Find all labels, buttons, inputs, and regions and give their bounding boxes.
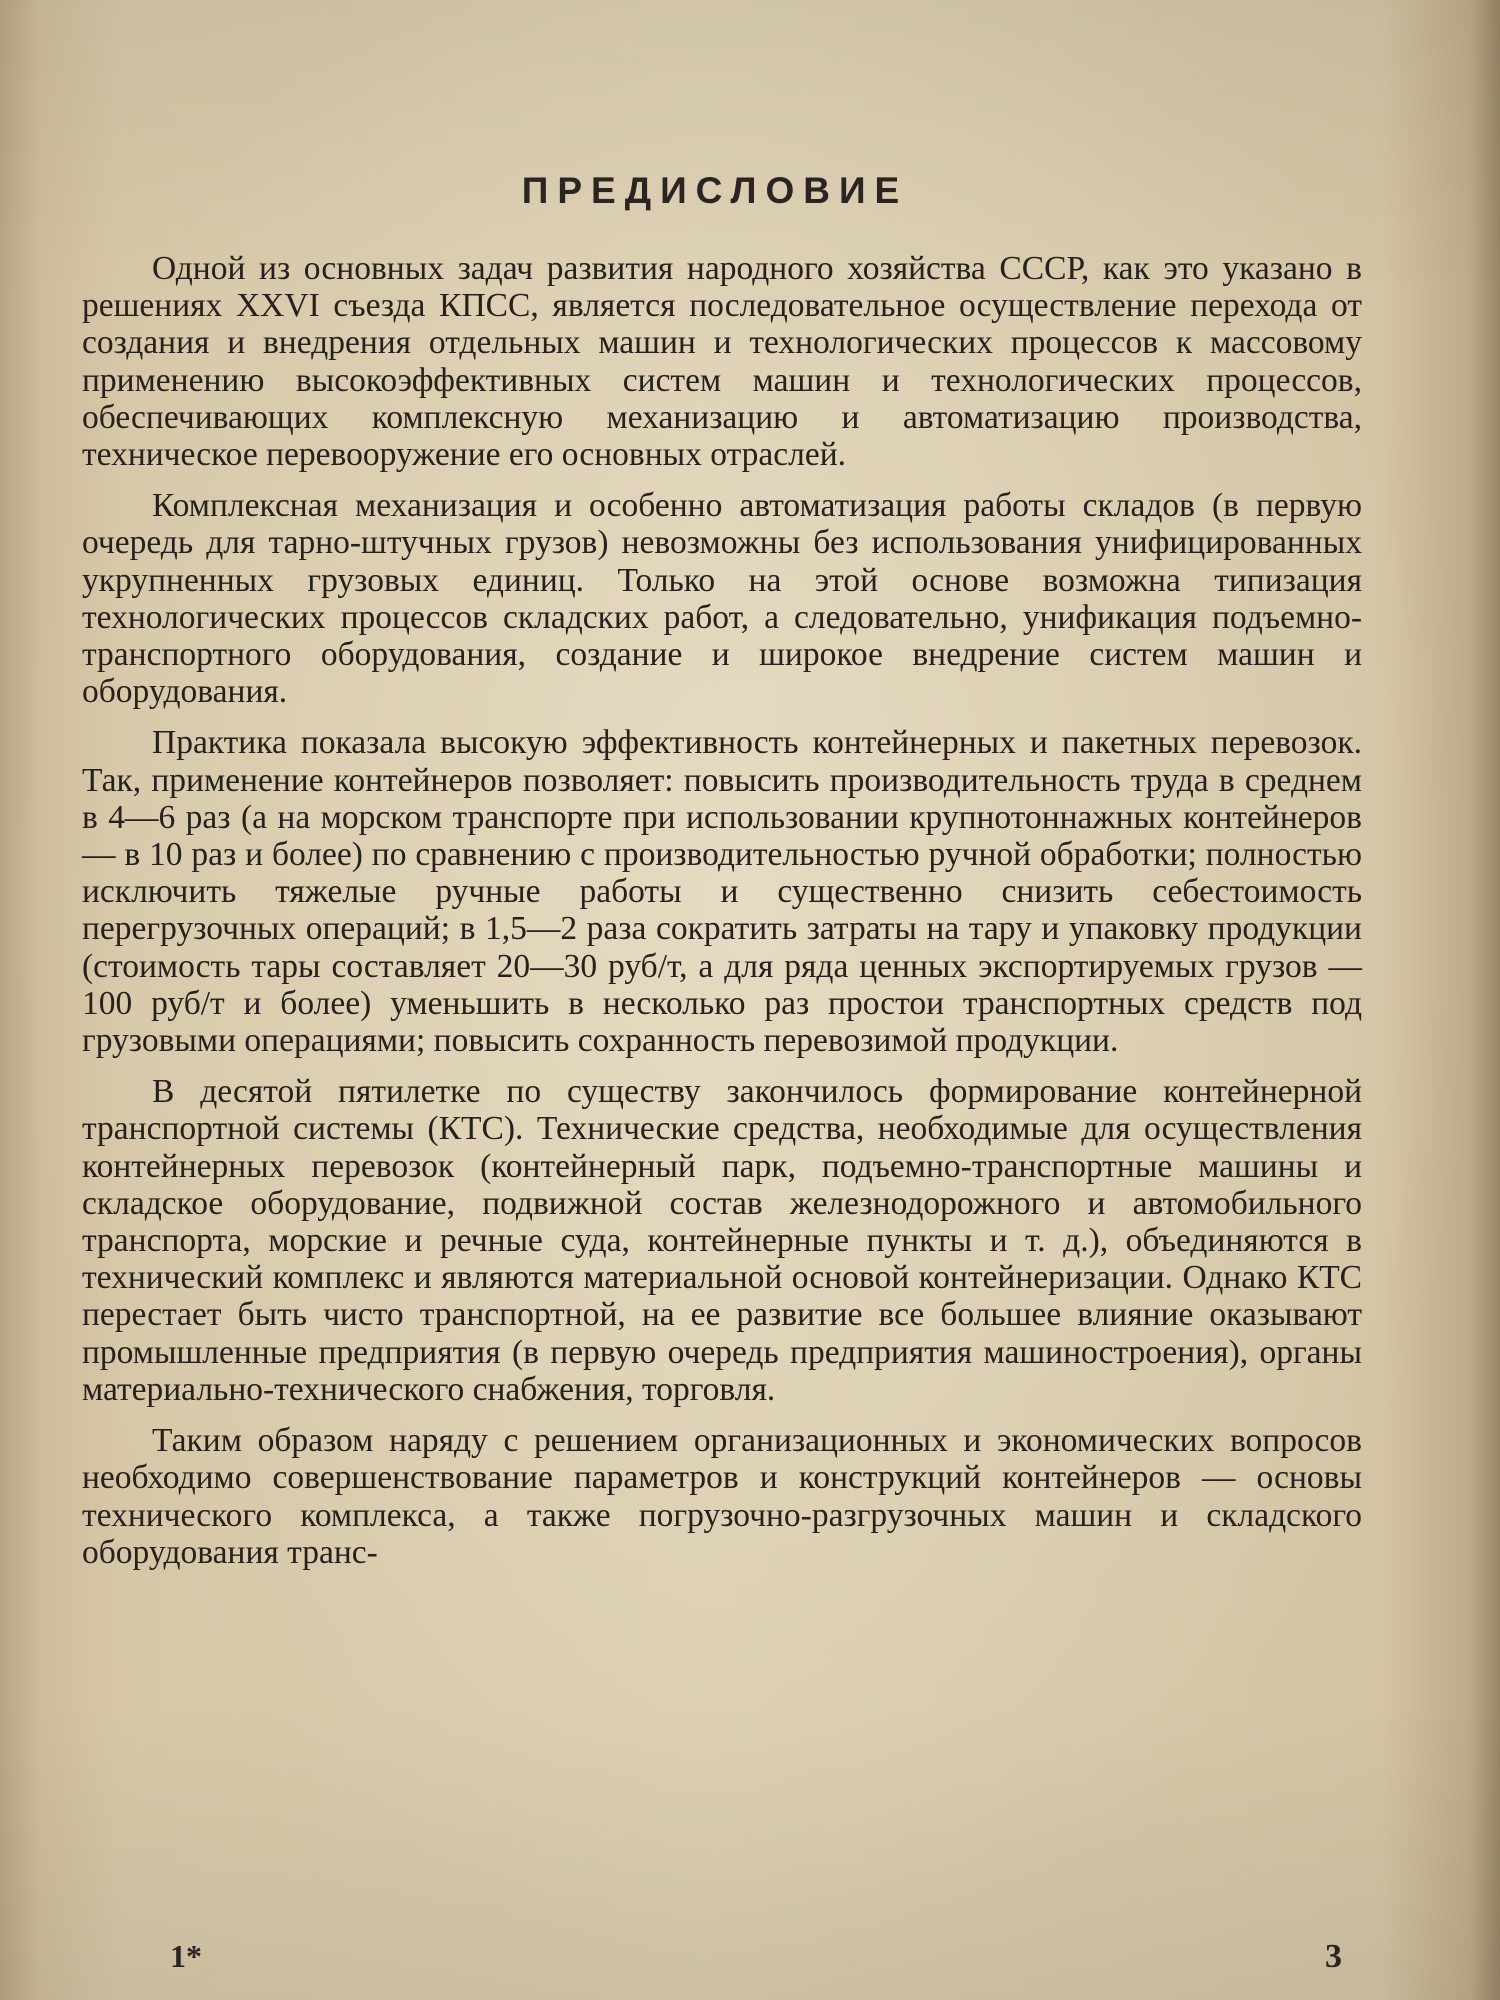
page-heading: ПРЕДИСЛОВИЕ bbox=[521, 170, 909, 211]
page-edge-shadow bbox=[1470, 0, 1500, 2000]
paragraph-1: Одной из основных задач развития народного хозяйства СССР, как это указано в решениях XXVI съезда КПСС, является последовательное осуществление перехода от создания и внедрения отдельных машин и технологических процессов к массовому применению высокоэффективных систем машин и технологических процессов, обеспечивающих комплексную механизацию и автоматизацию производства, техническое перевооружение его основных отраслей. bbox=[82, 250, 1362, 474]
paragraph-4: В десятой пятилетке по существу закончилось формирование контейнерной транспортной системы (КТС). Технические средства, необходимые для осуществления контейнерных перевозок (контейнерный парк, подъемно-транспортные машины и складское оборудование, подвижной состав железнодорожного и автомобильного транспорта, морские и речные суда, контейнерные пункты и т. д.), объединяются в технический комплекс и являются материальной основой контейнеризации. Однако КТС перестает быть чисто транспортной, на ее развитие все большее влияние оказывают промышленные предприятия (в первую очередь предприятия машиностроения), органы материально-технического снабжения, торговля. bbox=[82, 1073, 1362, 1408]
paragraph-2: Комплексная механизация и особенно автоматизация работы складов (в первую очередь для тарно-штучных грузов) невозможны без использования унифицированных укрупненных грузовых единиц. Только на этой основе возможна типизация технологических процессов складских работ, а следовательно, унификация подъемно-транспортного оборудования, создание и широкое внедрение систем машин и оборудования. bbox=[82, 487, 1362, 711]
paragraph-3: Практика показала высокую эффективность контейнерных и пакетных перевозок. Так, применение контейнеров позволяет: повысить производительность труда в среднем в 4—6 раз (а на морском транспорте при использовании крупнотоннажных контейнеров — в 10 раз и более) по сравнению с производительностью ручной обработки; полностью исключить тяжелые ручные работы и существенно снизить себестоимость перегрузочных операций; в 1,5—2 раза сократить затраты на тару и упаковку продукции (стоимость тары составляет 20—30 руб/т, а для ряда ценных экспортируемых грузов — 100 руб/т и более) уменьшить в несколько раз простои транспортных средств под грузовыми операциями; повысить сохранность перевозимой продукции. bbox=[82, 724, 1362, 1060]
paragraph-5: Таким образом наряду с решением организационных и экономических вопросов необходимо совершенствование параметров и конструкций контейнеров — основы технического комплекса, а также погрузочно-разгрузочных машин и складского оборудования транс- bbox=[82, 1422, 1362, 1571]
body-text bbox=[82, 250, 1362, 1585]
page-number: 3 bbox=[1325, 1938, 1342, 1975]
printer-signature-mark: 1* bbox=[170, 1938, 202, 1974]
